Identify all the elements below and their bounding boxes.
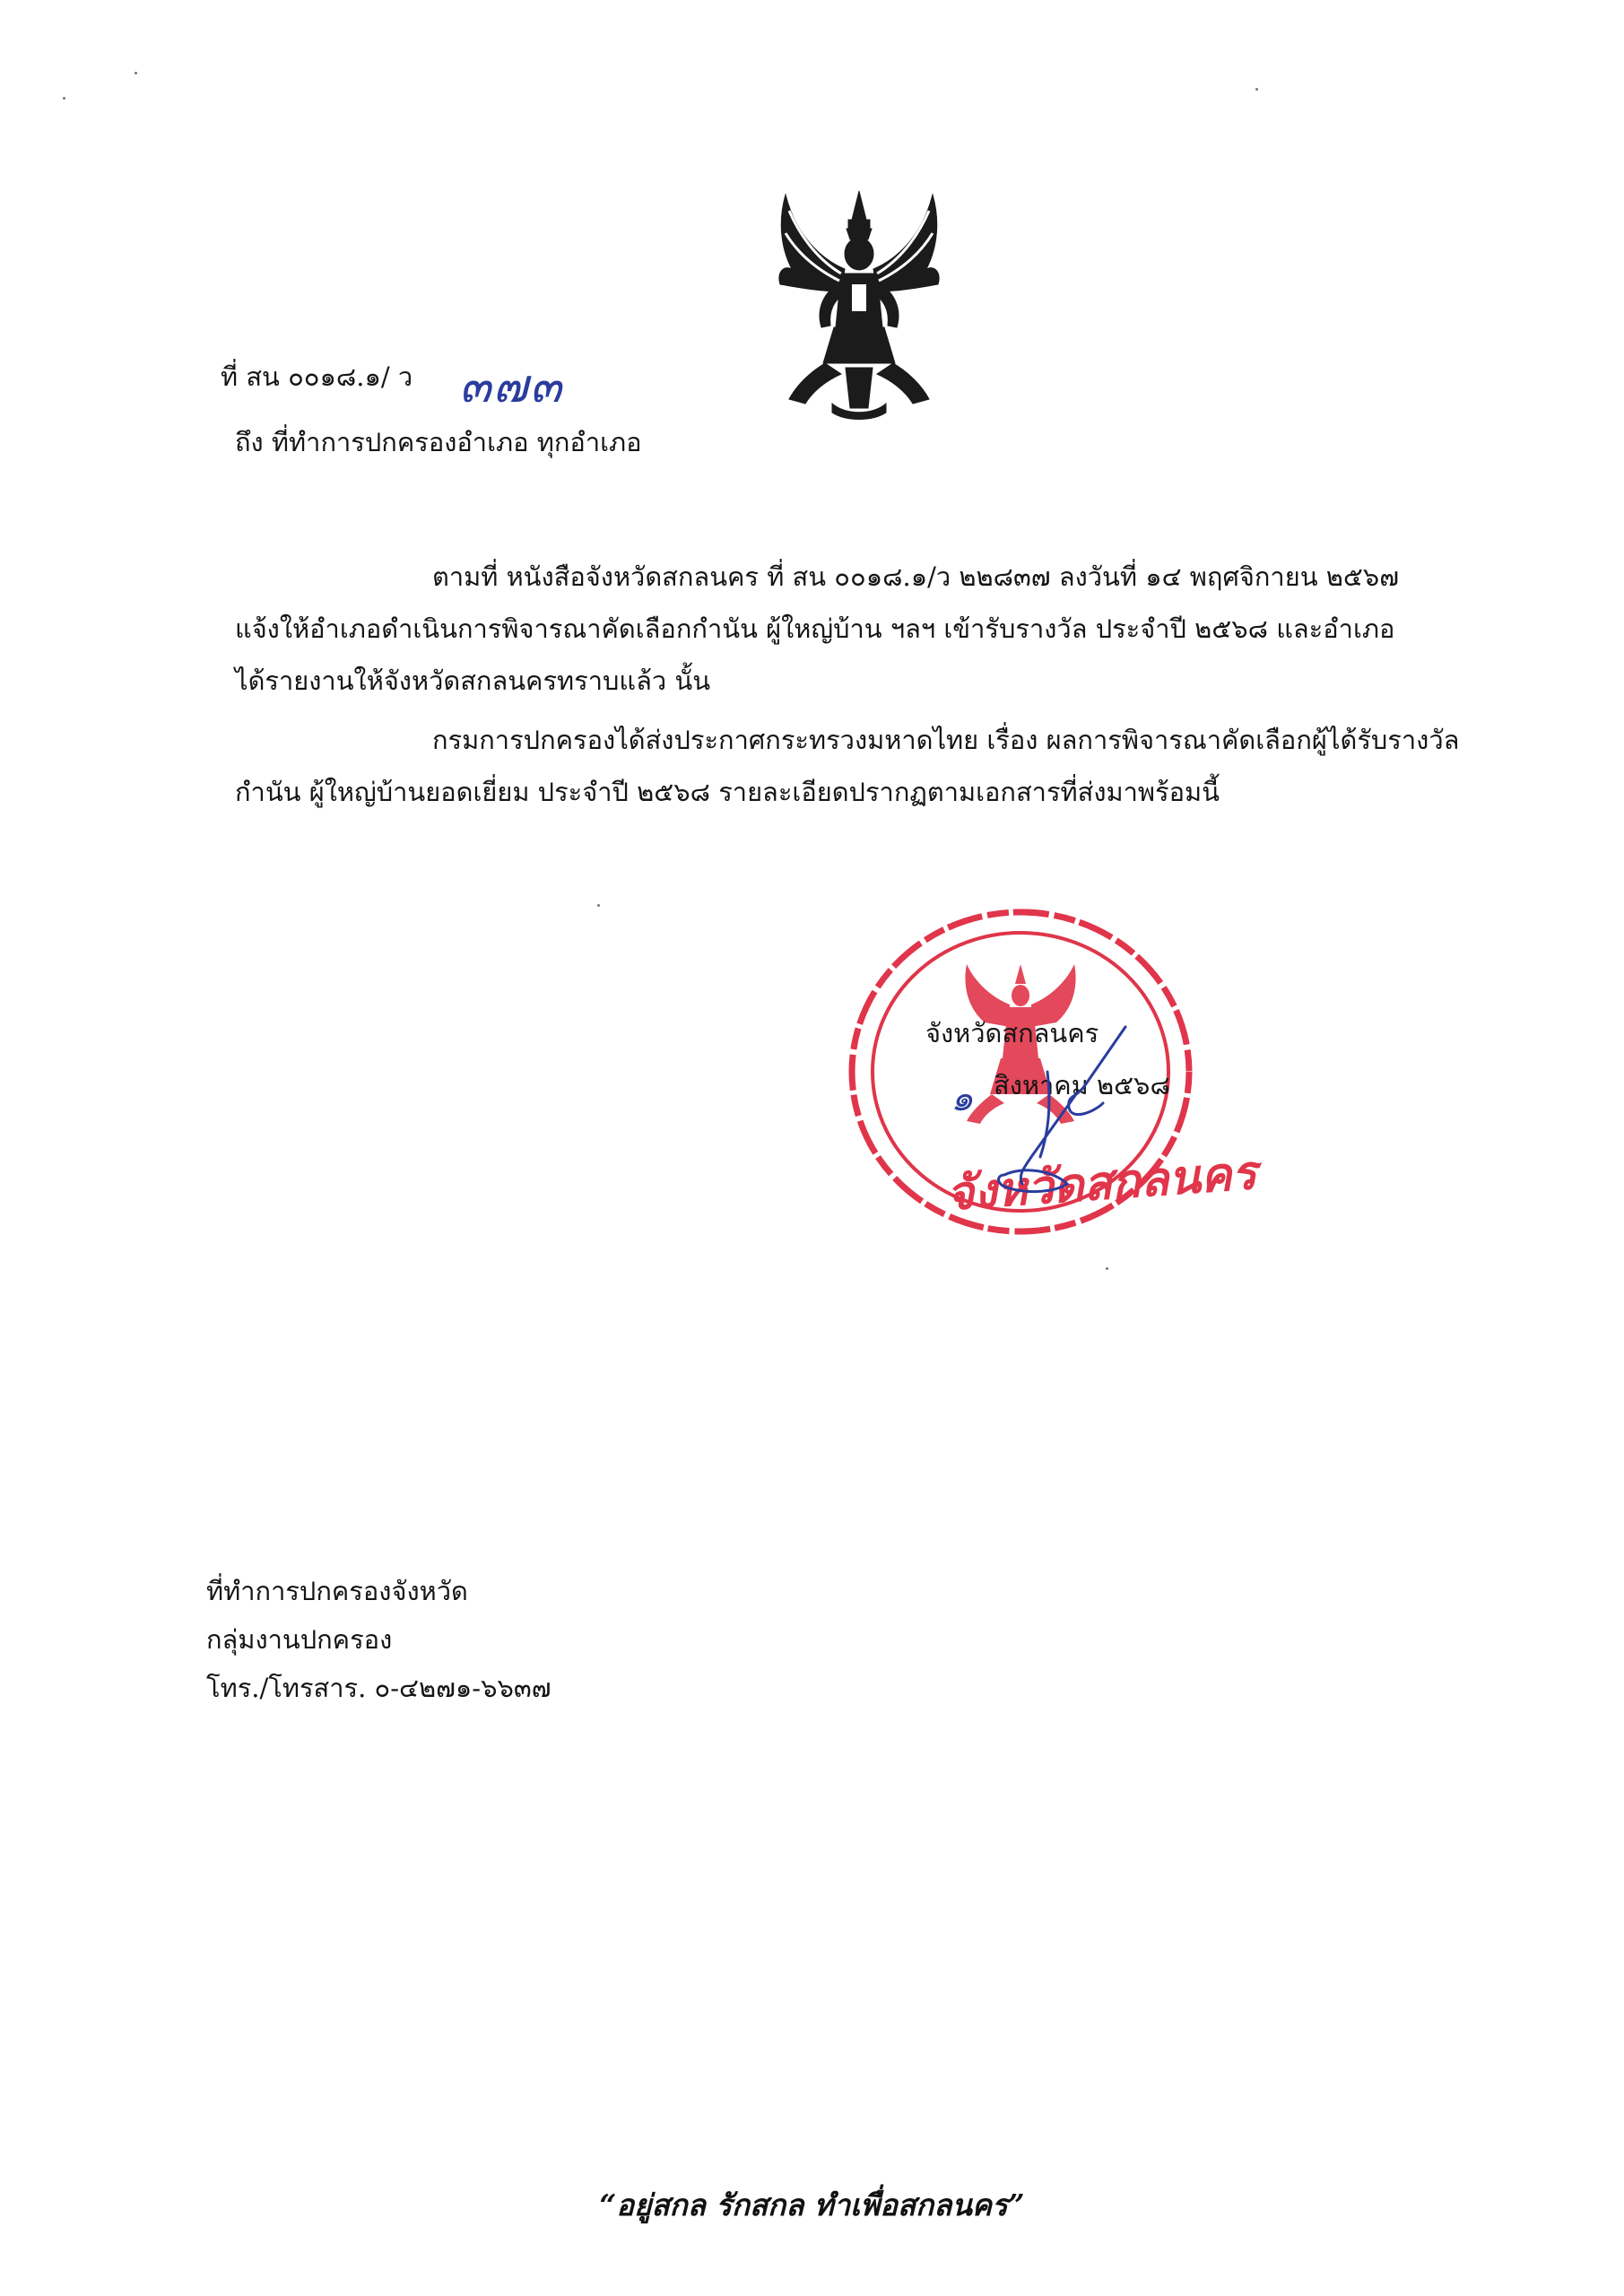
handwritten-signature [968, 1022, 1139, 1202]
body-paragraph-1 [235, 551, 1490, 707]
paragraph-line: ได้รายงานให้จังหวัดสกลนครทราบแล้ว นั้น [235, 665, 711, 696]
paragraph-line: กรมการปกครองได้ส่งประกาศกระทรวงมหาดไทย เรื่อง ผลการพิจารณาคัดเลือกผู้ได้รับรางวัล [432, 725, 1460, 755]
contact-group: กลุ่มงานปกครอง [206, 1624, 393, 1655]
footer-slogan: “อยู่สกล รักสกล ทำเพื่อสกลนคร” [599, 2187, 1025, 2222]
scan-speck [135, 72, 137, 74]
handwritten-reference-number: ๓๗๓ [459, 360, 564, 413]
addressee-line: ถึง ที่ทำการปกครองอำเภอ ทุกอำเภอ [235, 427, 642, 457]
body-paragraph-2 [235, 714, 1490, 818]
contact-office: ที่ทำการปกครองจังหวัด [206, 1576, 468, 1606]
signoff-office: จังหวัดสกลนคร [925, 1018, 1099, 1048]
garuda-emblem-icon [769, 184, 949, 422]
paragraph-line: กำนัน ผู้ใหญ่บ้านยอดเยี่ยม ประจำปี ๒๕๖๘ รายละเอียดปรากฏตามเอกสารที่ส่งมาพร้อมนี้ [235, 777, 1220, 807]
paragraph-line: แจ้งให้อำเภอดำเนินการพิจารณาคัดเลือกกำนัน ผู้ใหญ่บ้าน ฯลฯ เข้ารับรางวัล ประจำปี ๒๕๖๘ และอำเภอ [235, 613, 1395, 644]
contact-phone: โทร./โทรสาร. ๐-๔๒๗๑-๖๖๓๗ [206, 1673, 551, 1703]
document-reference: ที่ สน ๐๐๑๘.๑/ ว [221, 361, 413, 392]
scan-speck [1255, 88, 1258, 91]
signoff-date: สิงหาคม ๒๕๖๘ [994, 1070, 1170, 1100]
scan-speck [63, 97, 65, 100]
paragraph-line: ตามที่ หนังสือจังหวัดสกลนคร ที่ สน ๐๐๑๘.๑/ว ๒๒๘๓๗ ลงวันที่ ๑๔ พฤศจิกายน ๒๕๖๗ [432, 561, 1400, 592]
scan-speck [1106, 1267, 1108, 1270]
handwritten-date-day: ๑ [951, 1078, 974, 1119]
stamp-province-text: จังหวัดสกลนคร [944, 1144, 1259, 1222]
scan-speck [597, 904, 600, 907]
